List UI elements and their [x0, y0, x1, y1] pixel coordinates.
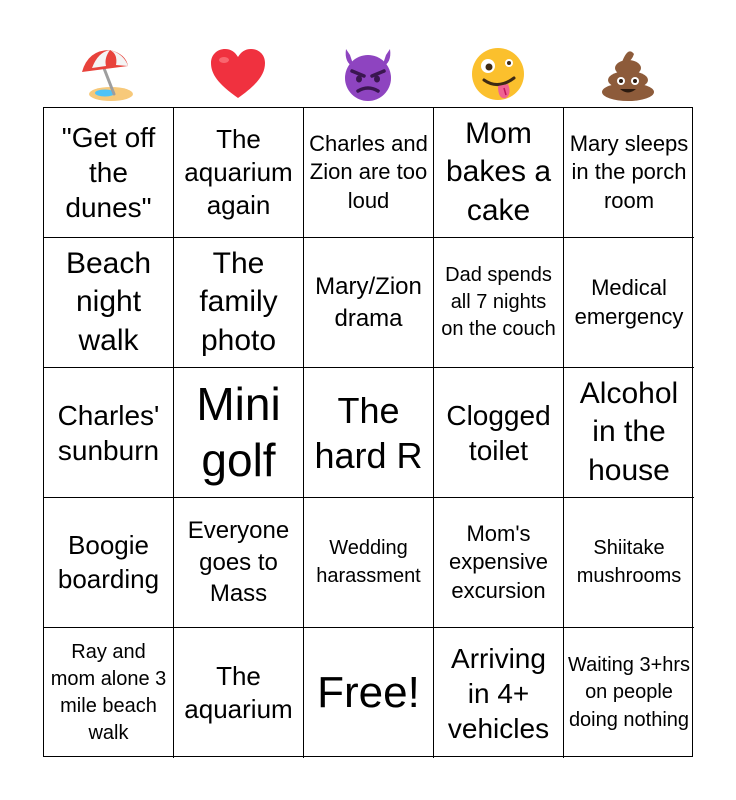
bingo-cell[interactable]: Wedding harassment	[304, 498, 434, 628]
bingo-cell[interactable]: Everyone goes to Mass	[174, 498, 304, 628]
zany-face-icon	[468, 44, 528, 104]
bingo-cell[interactable]: Dad spends all 7 nights on the couch	[434, 238, 564, 368]
header-cell-4	[433, 40, 563, 108]
beach-umbrella-icon	[78, 44, 138, 104]
bingo-cell[interactable]: "Get off the dunes"	[44, 108, 174, 238]
bingo-cell[interactable]: Alcohol in the house	[564, 368, 694, 498]
free-space-cell[interactable]: Free!	[304, 628, 434, 758]
header-cell-1	[43, 40, 173, 108]
bingo-cell[interactable]: Charles' sunburn	[44, 368, 174, 498]
bingo-cell[interactable]: Mary/Zion drama	[304, 238, 434, 368]
bingo-cell[interactable]: Mom bakes a cake	[434, 108, 564, 238]
bingo-cell[interactable]: Mary sleeps in the porch room	[564, 108, 694, 238]
bingo-cell[interactable]: The aquarium again	[174, 108, 304, 238]
angry-devil-icon	[338, 45, 398, 103]
header-cell-5	[563, 40, 693, 108]
bingo-header	[43, 40, 693, 108]
poop-icon	[598, 44, 658, 104]
bingo-cell[interactable]: Waiting 3+hrs on people doing nothing	[567, 654, 691, 731]
bingo-cell[interactable]: The aquarium	[174, 628, 304, 758]
header-cell-3	[303, 40, 433, 108]
bingo-card	[43, 107, 693, 757]
bingo-cell[interactable]: Shiitake mushrooms	[564, 498, 694, 628]
bingo-cell[interactable]: Arriving in 4+ vehicles	[434, 628, 564, 758]
header-cell-2	[173, 40, 303, 108]
bingo-cell[interactable]: Charles and Zion are too loud	[304, 108, 434, 238]
bingo-cell[interactable]: Ray and mom alone 3 mile beach walk	[44, 628, 174, 758]
red-heart-icon	[208, 46, 268, 102]
bingo-cell[interactable]: Beach night walk	[44, 238, 174, 368]
bingo-cell[interactable]: The family photo	[174, 238, 304, 368]
bingo-cell[interactable]: Boogie boarding	[44, 498, 174, 628]
bingo-cell[interactable]: The hard R	[304, 368, 434, 498]
bingo-cell[interactable]: Clogged toilet	[434, 368, 564, 498]
bingo-cell[interactable]: Medical emergency	[564, 238, 694, 368]
bingo-cell[interactable]: Mini golf	[174, 368, 304, 498]
bingo-cell[interactable]: Mom's expensive excursion	[434, 498, 564, 628]
